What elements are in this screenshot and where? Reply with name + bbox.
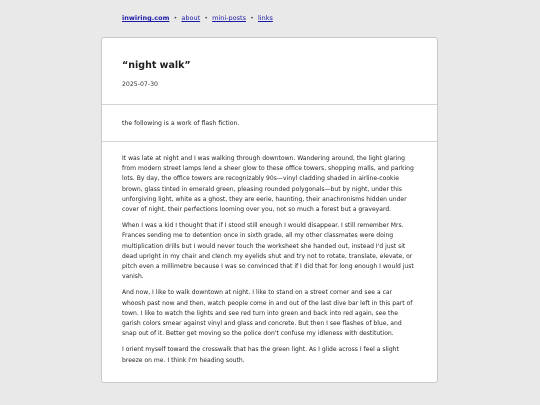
post-body [102,142,437,366]
post-title: “night walk” [122,60,191,71]
post-date: 2025-07-30 [122,81,158,88]
nav-separator: • [173,14,178,22]
post-paragraph: And now, I like to walk downtown at night. I like to stand on a street corner and see a car whoosh past now and then, watch people come in and out of the last dive bar left in this part of town. I like to watch the lights and see red turn into green and back into red again, see the garish colors smear against vinyl and glass and concrete. But then I see flashes of blue, and snap out of it. Better get moving so the police don't confuse my idleness with destitution. [122,289,413,338]
site-home-link[interactable]: inwiring.com [122,14,170,22]
post-paragraph: When I was a kid I thought that if I stood still enough I would disappear. I still remember Mrs. Frances sending me to detention once in sixth grade, all my other classmates were doing multiplication drills but I would never touch the worksheet she handed out, instead I'd just sit dead upright in my chair and clench my eyelids shut and try not to rotate, translate, elevate, or pitch even a millimetre because I was so convinced that if I did that for long enough I would just vanish. [122,222,414,281]
post-header [102,38,437,105]
nav-link-links[interactable]: links [257,14,273,22]
post-intro: the following is a work of flash fiction. [102,105,437,142]
nav-link-about[interactable]: about [181,14,201,22]
post-paragraph: It was late at night and I was walking through downtown. Wandering around, the light glaring from modern street lamps lend a sheer glow to these office towers, shopping malls, and parking lots. By day, the office towers are recognizably 90s—vinyl cladding shaded in airline-cookie brown, glass tinted in emerald green, pleasing rounded polygonals—but by night, under this unforgiving light, white as a ghost, they are eerie, haunting, their anachronisms hidden under cover of night, their perfections looming over you, not so much a forest but a graveyard. [122,155,414,214]
post-paragraph: I orient myself toward the crosswalk that has the green light. As I glide across I feel a slight breeze on me. I think I'm heading south. [122,346,399,364]
nav-separator: • [250,14,254,22]
nav-separator: • [204,14,209,22]
top-nav [122,14,273,23]
nav-link-mini-posts[interactable]: mini-posts [212,14,246,22]
post-card [101,37,438,383]
